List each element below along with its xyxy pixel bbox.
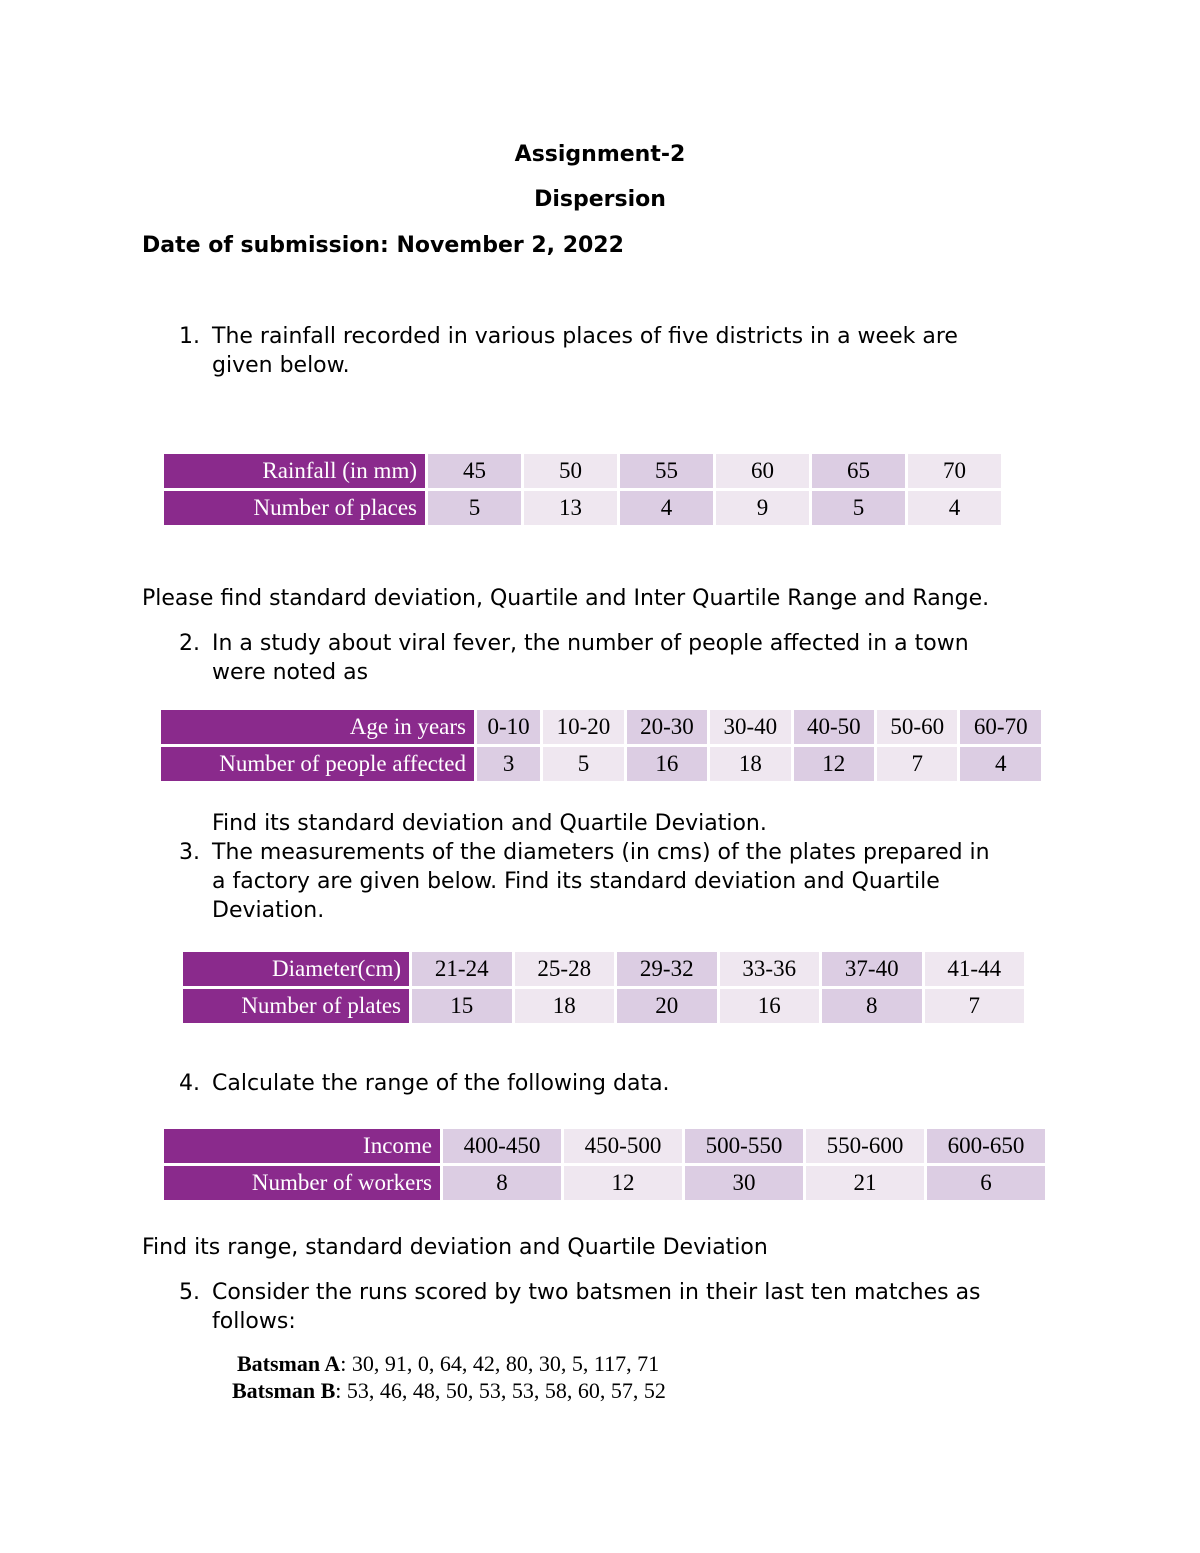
table-cell: 50-60 xyxy=(877,710,957,744)
table-cell: 4 xyxy=(620,491,713,525)
table-cell: 0-10 xyxy=(477,710,540,744)
table-cell: 21-24 xyxy=(412,952,512,986)
row-header: Number of plates xyxy=(183,989,409,1023)
table-cell: 55 xyxy=(620,454,713,488)
table-cell: 25-28 xyxy=(515,952,615,986)
q4-number: 4. xyxy=(179,1071,200,1096)
table-row xyxy=(164,491,1001,525)
viral-fever-table xyxy=(158,707,1044,784)
q1-text-line2: given below. xyxy=(212,353,350,378)
table-cell: 18 xyxy=(710,747,790,781)
table-cell: 3 xyxy=(477,747,540,781)
table-cell: 12 xyxy=(794,747,874,781)
table-cell: 500-550 xyxy=(685,1129,803,1163)
q4-instructions: Find its range, standard deviation and Quartile Deviation xyxy=(142,1235,768,1260)
table-cell: 18 xyxy=(515,989,615,1023)
table-cell: 7 xyxy=(877,747,957,781)
table-cell: 15 xyxy=(412,989,512,1023)
batsman-a-line xyxy=(237,1350,659,1378)
table-cell: 10-20 xyxy=(543,710,623,744)
q1-instructions: Please find standard deviation, Quartile and Inter Quartile Range and Range. xyxy=(142,586,990,611)
q4-text-line1: Calculate the range of the following data. xyxy=(212,1071,670,1096)
row-header: Rainfall (in mm) xyxy=(164,454,425,488)
table-cell: 550-600 xyxy=(806,1129,924,1163)
table-cell: 30 xyxy=(685,1166,803,1200)
table-cell: 50 xyxy=(524,454,617,488)
table-cell: 41-44 xyxy=(925,952,1025,986)
table-cell: 8 xyxy=(443,1166,561,1200)
table-cell: 33-36 xyxy=(720,952,820,986)
table-cell: 29-32 xyxy=(617,952,717,986)
q2-instructions: Find its standard deviation and Quartile Deviation. xyxy=(212,811,767,836)
table-row xyxy=(164,454,1001,488)
row-header: Diameter(cm) xyxy=(183,952,409,986)
table-cell: 5 xyxy=(428,491,521,525)
table-cell: 5 xyxy=(543,747,623,781)
table-cell: 40-50 xyxy=(794,710,874,744)
q2-number: 2. xyxy=(179,631,200,656)
table-cell: 21 xyxy=(806,1166,924,1200)
page-subtitle: Dispersion xyxy=(534,187,666,212)
q2-text-line1: In a study about viral fever, the number of people affected in a town xyxy=(212,631,969,656)
income-table xyxy=(161,1126,1048,1203)
table-cell: 6 xyxy=(927,1166,1045,1200)
q3-text-line3: Deviation. xyxy=(212,898,325,923)
row-header: Number of workers xyxy=(164,1166,440,1200)
table-cell: 16 xyxy=(627,747,707,781)
table-cell: 37-40 xyxy=(822,952,922,986)
q1-number: 1. xyxy=(179,324,200,349)
q5-text-line2: follows: xyxy=(212,1309,296,1334)
table-cell: 5 xyxy=(812,491,905,525)
table-cell: 30-40 xyxy=(710,710,790,744)
rainfall-table xyxy=(161,451,1004,528)
table-cell: 12 xyxy=(564,1166,682,1200)
table-cell: 65 xyxy=(812,454,905,488)
q5-number: 5. xyxy=(179,1280,200,1305)
table-row xyxy=(183,952,1024,986)
submission-date: Date of submission: November 2, 2022 xyxy=(142,233,624,258)
q3-number: 3. xyxy=(179,840,200,865)
table-row xyxy=(161,710,1041,744)
batsman-b-line xyxy=(232,1377,666,1405)
q3-text-line1: The measurements of the diameters (in cms) of the plates prepared in xyxy=(212,840,990,865)
table-cell: 70 xyxy=(908,454,1001,488)
table-cell: 60-70 xyxy=(960,710,1041,744)
table-cell: 600-650 xyxy=(927,1129,1045,1163)
table-cell: 60 xyxy=(716,454,809,488)
table-cell: 8 xyxy=(822,989,922,1023)
table-row xyxy=(164,1166,1045,1200)
table-cell: 4 xyxy=(960,747,1041,781)
batsman-a-label: Batsman A xyxy=(237,1351,341,1376)
q3-text-line2: a factory are given below. Find its standard deviation and Quartile xyxy=(212,869,940,894)
table-cell: 7 xyxy=(925,989,1025,1023)
table-row xyxy=(164,1129,1045,1163)
batsman-b-runs: : 53, 46, 48, 50, 53, 53, 58, 60, 57, 52 xyxy=(335,1378,666,1403)
table-cell: 13 xyxy=(524,491,617,525)
row-header: Age in years xyxy=(161,710,474,744)
page-title: Assignment-2 xyxy=(514,142,686,167)
q2-text-line2: were noted as xyxy=(212,660,369,685)
q1-text-line1: The rainfall recorded in various places of five districts in a week are xyxy=(212,324,958,349)
table-cell: 400-450 xyxy=(443,1129,561,1163)
row-header: Number of people affected xyxy=(161,747,474,781)
table-cell: 450-500 xyxy=(564,1129,682,1163)
batsman-b-label: Batsman B xyxy=(232,1378,336,1403)
table-cell: 16 xyxy=(720,989,820,1023)
table-cell: 4 xyxy=(908,491,1001,525)
table-row xyxy=(161,747,1041,781)
diameter-table xyxy=(180,949,1027,1026)
row-header: Number of places xyxy=(164,491,425,525)
batsman-a-runs: : 30, 91, 0, 64, 42, 80, 30, 5, 117, 71 xyxy=(340,1351,660,1376)
table-cell: 20 xyxy=(617,989,717,1023)
row-header: Income xyxy=(164,1129,440,1163)
table-row xyxy=(183,989,1024,1023)
table-cell: 20-30 xyxy=(627,710,707,744)
table-cell: 9 xyxy=(716,491,809,525)
q5-text-line1: Consider the runs scored by two batsmen in their last ten matches as xyxy=(212,1280,981,1305)
table-cell: 45 xyxy=(428,454,521,488)
